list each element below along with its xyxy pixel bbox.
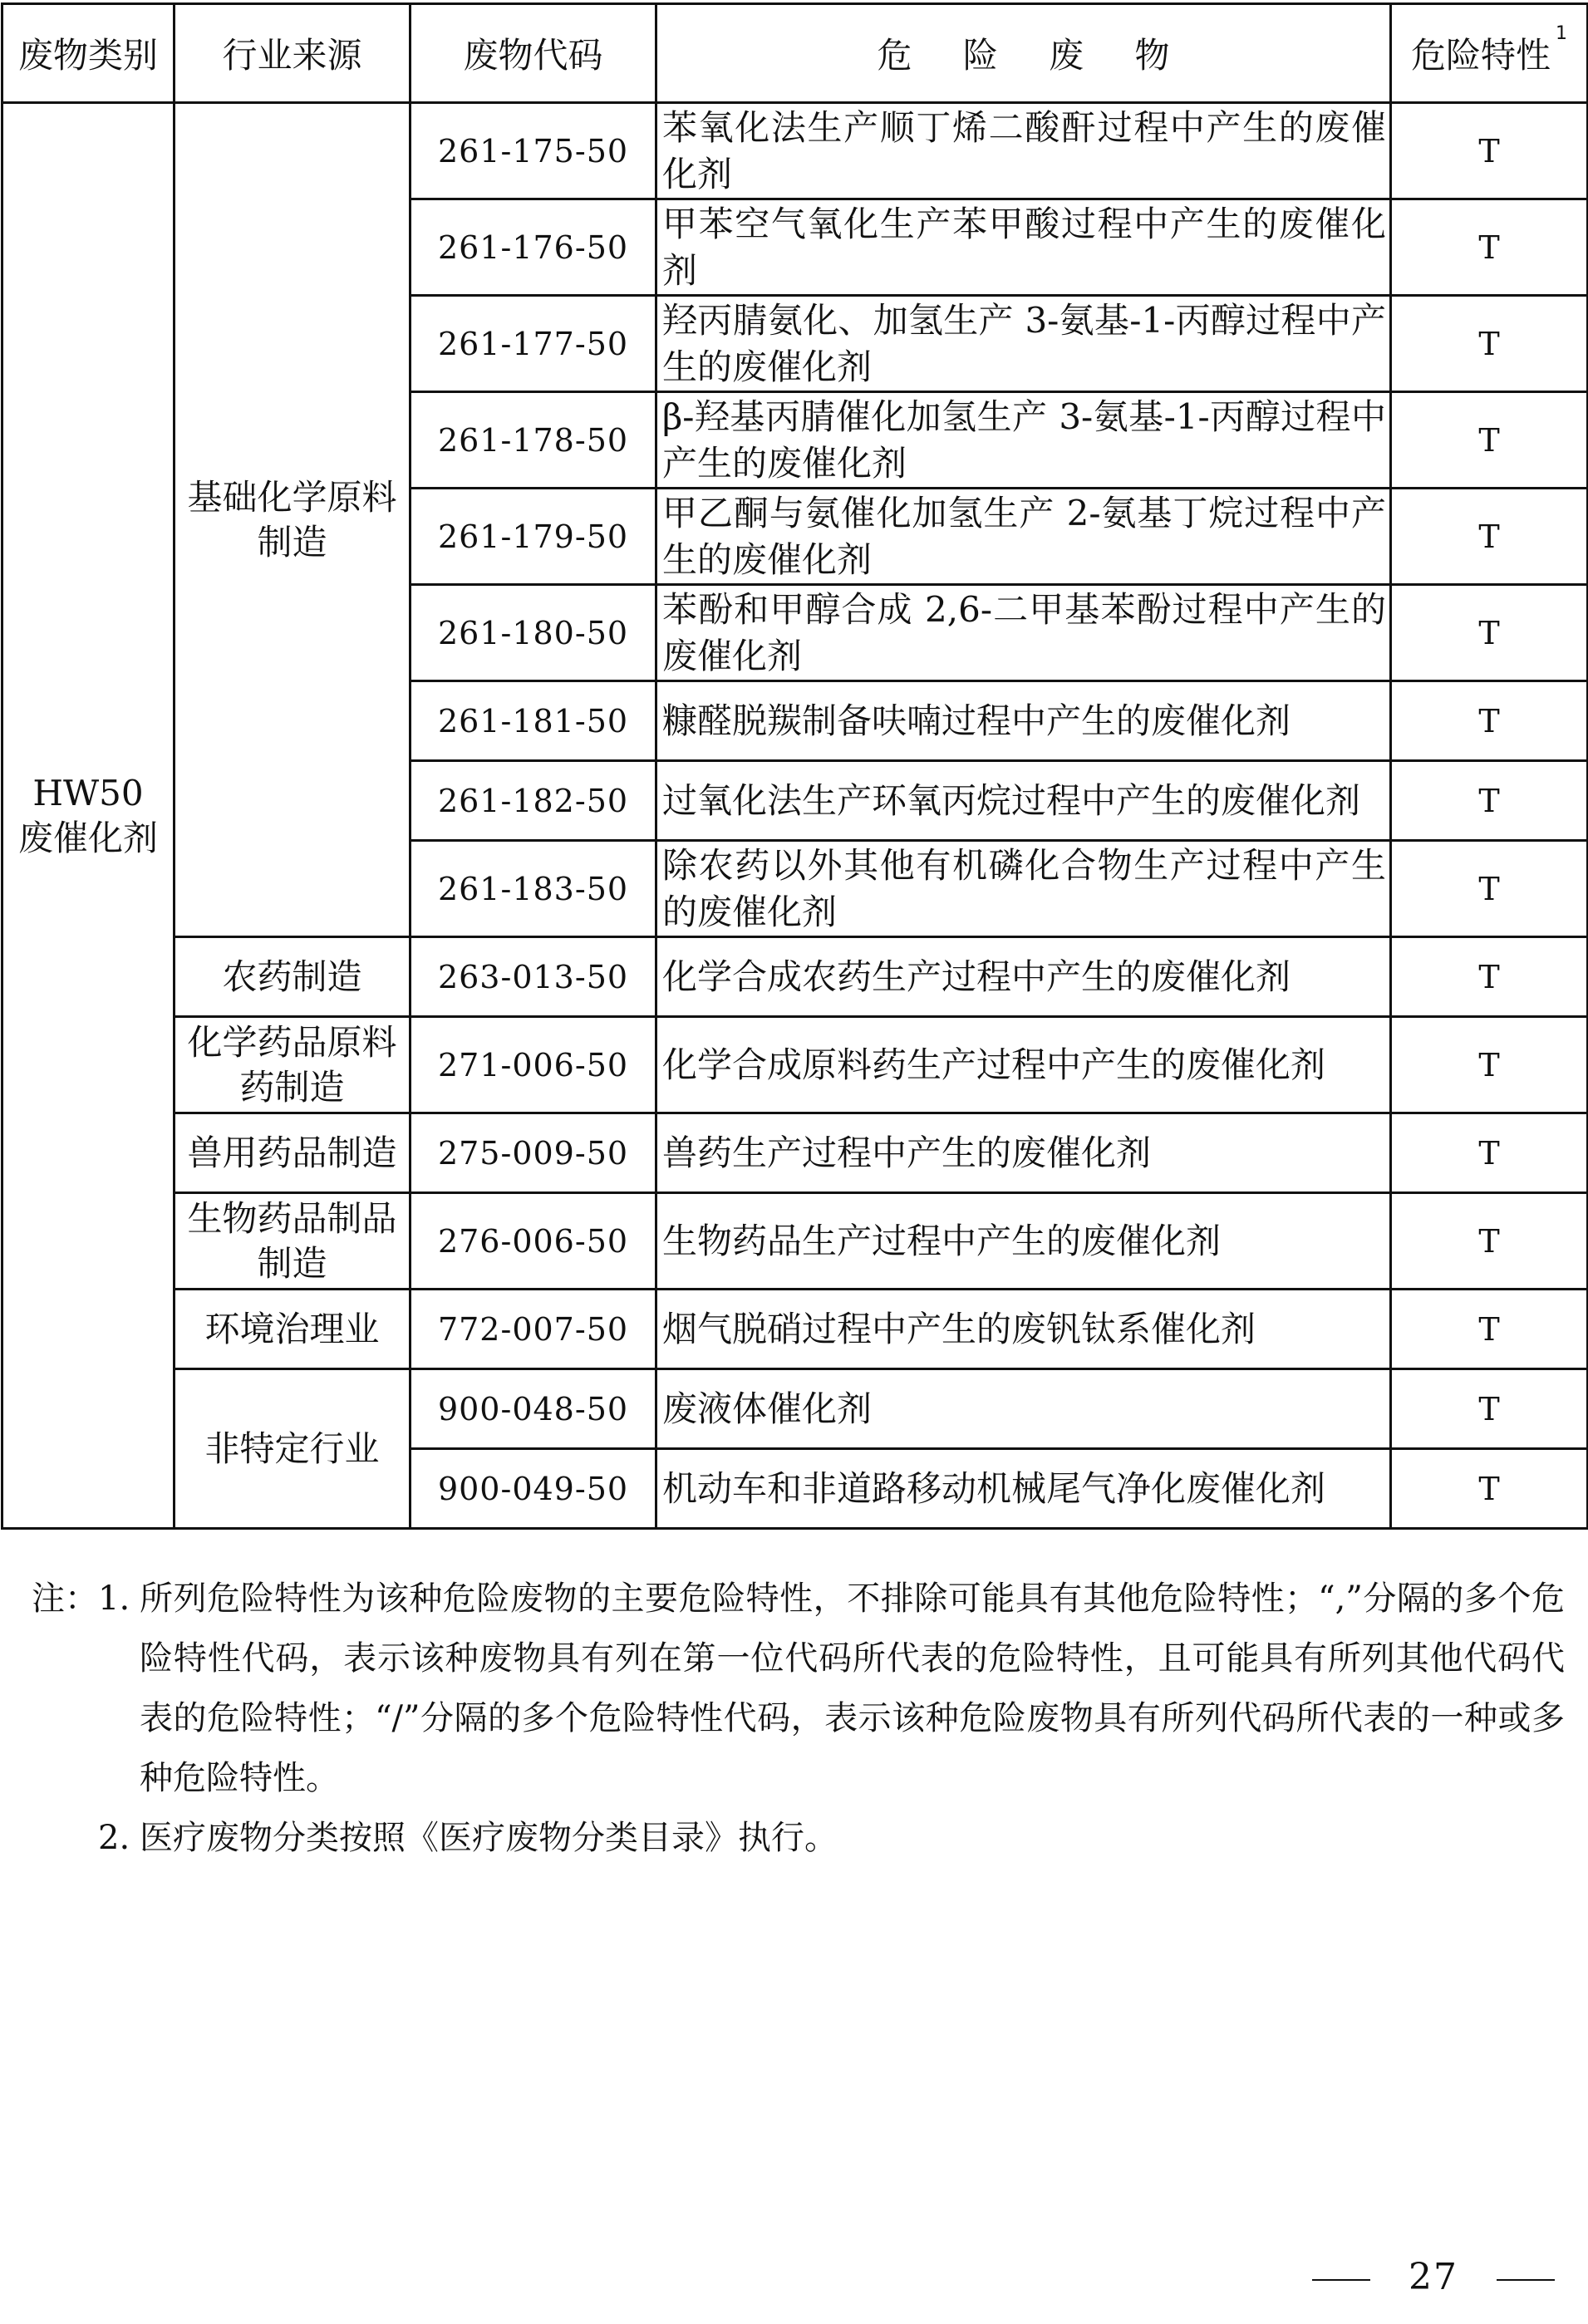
waste-code: 275-009-50 <box>411 1113 656 1193</box>
note-text: 医疗废物分类按照《医疗废物分类目录》执行。 <box>140 1819 838 1857</box>
note-number: 2. <box>98 1819 130 1857</box>
table-header-row <box>2 4 1588 103</box>
table-row <box>2 1290 1588 1369</box>
footnote-marker: 1 <box>1556 23 1567 44</box>
waste-code: 261-183-50 <box>411 841 656 937</box>
waste-description: 机动车和非道路移动机械尾气净化废催化剂 <box>656 1449 1391 1529</box>
waste-code: 772-007-50 <box>411 1290 656 1369</box>
waste-description: 兽药生产过程中产生的废催化剂 <box>656 1113 1391 1193</box>
waste-code: 261-180-50 <box>411 585 656 681</box>
waste-description: 废液体催化剂 <box>656 1369 1391 1449</box>
table-row <box>2 1193 1588 1290</box>
source-basic-chemical <box>175 103 411 937</box>
waste-code: 900-049-50 <box>411 1449 656 1529</box>
waste-category-cell <box>2 103 175 1529</box>
hazard-characteristic: T <box>1391 1193 1588 1290</box>
waste-description: 甲苯空气氧化生产苯甲酸过程中产生的废催化剂 <box>656 199 1391 296</box>
table-row <box>2 1113 1588 1193</box>
source-biological-line2: 制造 <box>257 1242 327 1284</box>
waste-code: 261-181-50 <box>411 681 656 761</box>
page-footer <box>1312 2256 1555 2298</box>
note-item-1 <box>32 1569 1565 1808</box>
hazard-characteristic: T <box>1391 937 1588 1017</box>
waste-description: 烟气脱硝过程中产生的废钒钛系催化剂 <box>656 1290 1391 1369</box>
hazard-characteristic: T <box>1391 1113 1588 1193</box>
note-indent <box>32 1808 98 1868</box>
header-industry-source: 行业来源 <box>175 4 411 103</box>
note-text: 所列危险特性为该种危险废物的主要危险特性，不排除可能具有其他危险特性；“,”分隔的多个危险特性代码，表示该种废物具有列在第一位代码所代表的危险特性，且可能具有所列其他代码代表的危险特性；“/”分隔的多个危险特性代码，表示该种危险废物具有所列代码所代表的一种或多种危险特性。 <box>140 1580 1565 1797</box>
source-basic-chemical-line2: 制造 <box>257 521 327 563</box>
table-row <box>2 1017 1588 1113</box>
waste-code: 261-179-50 <box>411 489 656 585</box>
waste-description: 糠醛脱羰制备呋喃过程中产生的废催化剂 <box>656 681 1391 761</box>
source-environment: 环境治理业 <box>175 1290 411 1369</box>
hazard-characteristic: T <box>1391 761 1588 841</box>
waste-description: 甲乙酮与氨催化加氢生产 2-氨基丁烷过程中产生的废催化剂 <box>656 489 1391 585</box>
waste-category-name: 废催化剂 <box>17 817 158 858</box>
table-row <box>2 1369 1588 1449</box>
waste-description: 生物药品生产过程中产生的废催化剂 <box>656 1193 1391 1290</box>
hazard-characteristic: T <box>1391 296 1588 392</box>
hazard-characteristic: T <box>1391 1290 1588 1369</box>
source-pharma-raw-line1: 化学药品原料 <box>187 1021 397 1063</box>
hazard-characteristic: T <box>1391 489 1588 585</box>
header-hazard-characteristic <box>1391 4 1588 103</box>
source-basic-chemical-line1: 基础化学原料 <box>187 476 397 518</box>
hazard-characteristic: T <box>1391 103 1588 199</box>
waste-code: 263-013-50 <box>411 937 656 1017</box>
waste-code: 900-048-50 <box>411 1369 656 1449</box>
waste-code: 261-177-50 <box>411 296 656 392</box>
source-nonspecific: 非特定行业 <box>175 1369 411 1529</box>
hazardous-waste-table <box>1 2 1588 1530</box>
waste-description: 苯酚和甲醇合成 2,6-二甲基苯酚过程中产生的废催化剂 <box>656 585 1391 681</box>
source-biological-line1: 生物药品制品 <box>187 1197 397 1239</box>
waste-description: 过氧化法生产环氧丙烷过程中产生的废催化剂 <box>656 761 1391 841</box>
waste-code: 261-176-50 <box>411 199 656 296</box>
waste-description: 苯氧化法生产顺丁烯二酸酐过程中产生的废催化剂 <box>656 103 1391 199</box>
waste-description: 除农药以外其他有机磷化合物生产过程中产生的废催化剂 <box>656 841 1391 937</box>
hazard-characteristic: T <box>1391 841 1588 937</box>
note-item-2 <box>32 1808 1565 1868</box>
hazard-characteristic: T <box>1391 681 1588 761</box>
waste-code: 261-178-50 <box>411 392 656 489</box>
table-notes <box>32 1569 1565 1868</box>
page-dash-right <box>1497 2279 1555 2281</box>
hazard-characteristic: T <box>1391 199 1588 296</box>
waste-category-code: HW50 <box>32 772 144 813</box>
waste-description: β-羟基丙腈催化加氢生产 3-氨基-1-丙醇过程中产生的废催化剂 <box>656 392 1391 489</box>
hazard-characteristic: T <box>1391 1017 1588 1113</box>
hazard-characteristic: T <box>1391 1449 1588 1529</box>
waste-code: 271-006-50 <box>411 1017 656 1113</box>
source-pesticide: 农药制造 <box>175 937 411 1017</box>
header-hazardous-waste: 危 险 废 物 <box>656 4 1391 103</box>
note-number: 1. <box>98 1580 130 1618</box>
table-row <box>2 103 1588 199</box>
waste-code: 276-006-50 <box>411 1193 656 1290</box>
header-hazard-characteristic-label: 危险特性 <box>1410 35 1551 76</box>
waste-description: 化学合成农药生产过程中产生的废催化剂 <box>656 937 1391 1017</box>
waste-code: 261-175-50 <box>411 103 656 199</box>
source-pharma-raw <box>175 1017 411 1113</box>
waste-description: 化学合成原料药生产过程中产生的废催化剂 <box>656 1017 1391 1113</box>
source-veterinary: 兽用药品制造 <box>175 1113 411 1193</box>
hazard-characteristic: T <box>1391 392 1588 489</box>
source-biological <box>175 1193 411 1290</box>
waste-code: 261-182-50 <box>411 761 656 841</box>
header-waste-code: 废物代码 <box>411 4 656 103</box>
note-prefix: 注： <box>32 1580 98 1618</box>
source-pharma-raw-line2: 药制造 <box>239 1066 345 1108</box>
page-dash-left <box>1312 2279 1370 2281</box>
table-row <box>2 937 1588 1017</box>
hazard-characteristic: T <box>1391 1369 1588 1449</box>
hazard-characteristic: T <box>1391 585 1588 681</box>
page-number: 27 <box>1409 2256 1458 2298</box>
waste-description: 羟丙腈氨化、加氢生产 3-氨基-1-丙醇过程中产生的废催化剂 <box>656 296 1391 392</box>
header-waste-category: 废物类别 <box>2 4 175 103</box>
